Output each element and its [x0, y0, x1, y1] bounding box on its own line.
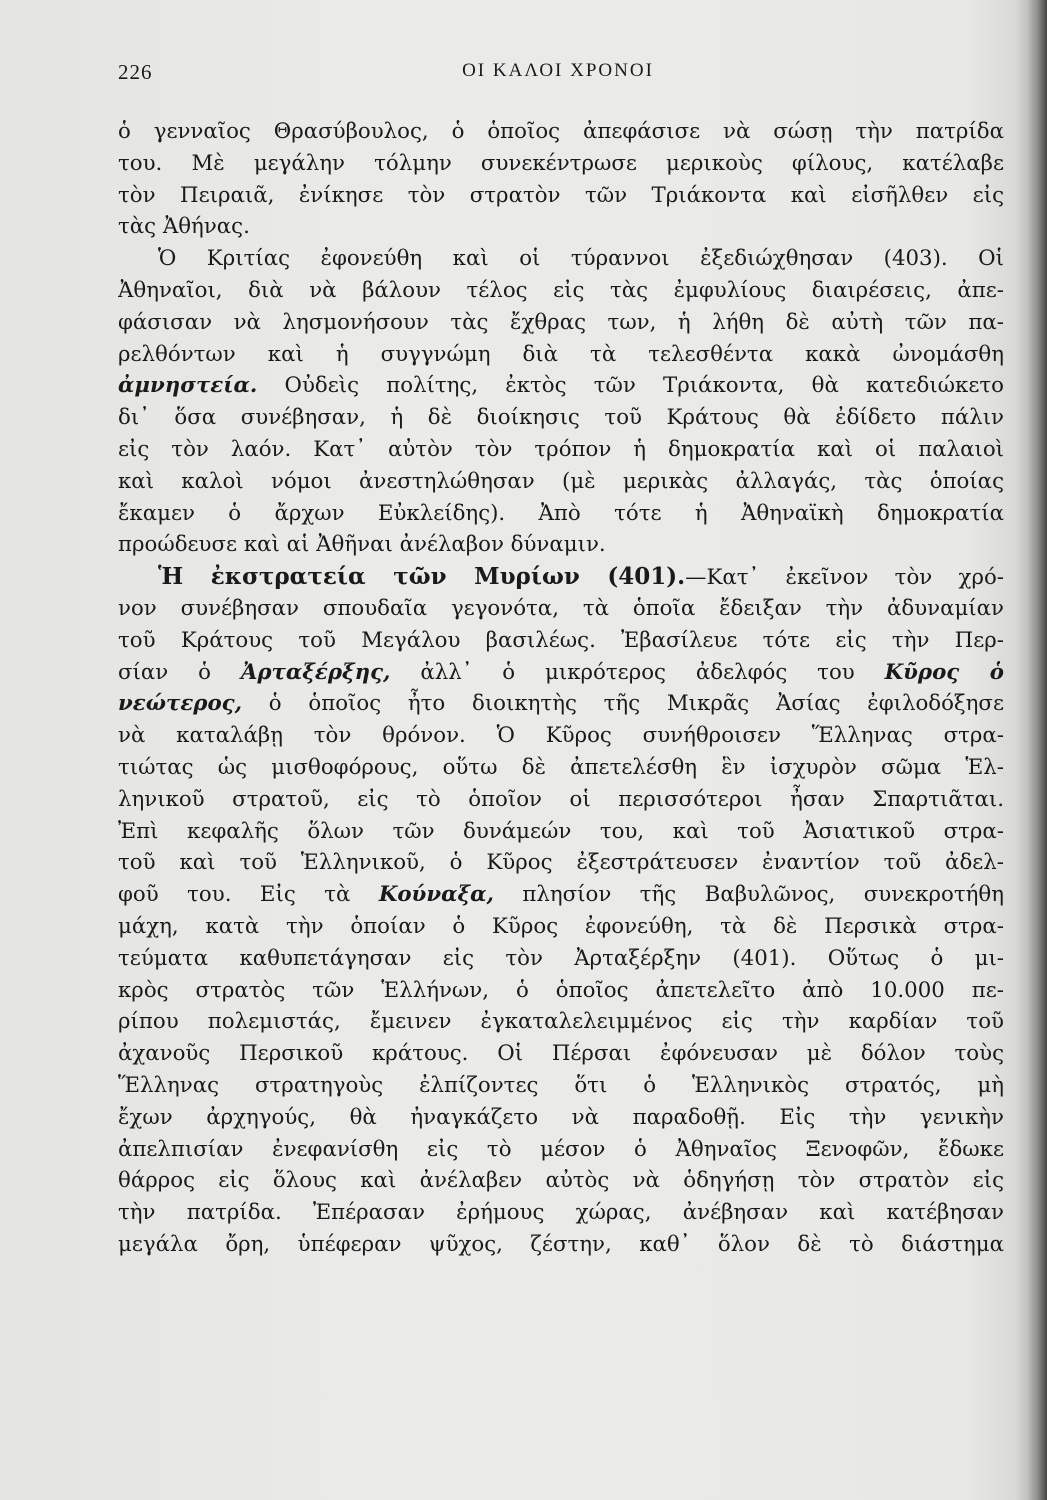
text-line: ἀχανοῦς Περσικοῦ κράτους. Οἱ Πέρσαι ἐφόνευσαν μὲ δόλον τοὺς — [118, 1041, 1004, 1067]
text-line: ληνικοῦ στρατοῦ, εἰς τὸ ὁποῖον οἱ περισσότεροι ἦσαν Σπαρτιᾶται. — [118, 786, 1004, 812]
text-line: τοῦ καὶ τοῦ Ἑλληνικοῦ, ὁ Κῦρος ἐξεστράτευσεν ἐναντίον τοῦ ἀδελ- — [118, 850, 1004, 876]
text-line: ἔκαμεν ὁ ἄρχων Εὐκλείδης). Ἀπὸ τότε ἡ Ἀθηναϊκὴ δημοκρατία — [118, 500, 1004, 526]
text-line — [118, 370, 1004, 402]
text-line: νὰ καταλάβῃ τὸν θρόνον. Ὁ Κῦρος συνήθροισεν Ἕλληνας στρα- — [118, 723, 1004, 749]
text-line: τοῦ Κράτους τοῦ Μεγάλου βασιλέως. Ἐβασίλευε τότε εἰς τὴν Περ- — [118, 627, 1004, 653]
text-line: τὴν πατρίδα. Ἐπέρασαν ἐρήμους χώρας, ἀνέβησαν καὶ κατέβησαν — [118, 1200, 1004, 1226]
text-line: θάρρος εἰς ὅλους καὶ ἀνέλαβεν αὐτὸς νὰ ὁδηγήσῃ τὸν στρατὸν εἰς — [118, 1168, 1004, 1194]
text-line — [118, 561, 1004, 593]
text-line: τιώτας ὡς μισθοφόρους, οὕτω δὲ ἀπετελέσθη ἓν ἰσχυρὸν σῶμα Ἑλ- — [118, 754, 1004, 780]
text-fragment: σίαν ὁ — [118, 659, 241, 685]
text-line: νον συνέβησαν σπουδαῖα γεγονότα, τὰ ὁποῖα ἔδειξαν τὴν ἀδυναμίαν — [118, 595, 1004, 621]
text-line: τὸν Πειραιᾶ, ἐνίκησε τὸν στρατὸν τῶν Τριάκοντα καὶ εἰσῆλθεν εἰς — [118, 182, 1004, 208]
text-line — [118, 657, 1004, 689]
text-line: Ὁ Κριτίας ἐφονεύθη καὶ οἱ τύραννοι ἐξεδιώχθησαν (403). Οἱ — [158, 246, 1004, 272]
text-line: τεύματα καθυπετάγησαν εἰς τὸν Ἀρταξέρξην (401). Οὕτως ὁ μι- — [118, 945, 1004, 971]
text-line: ἔχων ἀρχηγούς, θὰ ἠναγκάζετο νὰ παραδοθῇ. Εἰς τὴν γενικὴν — [118, 1104, 1004, 1130]
text-line: Ἀθηναῖοι, διὰ νὰ βάλουν τέλος εἰς τὰς ἐμφυλίους διαιρέσεις, ἀπε- — [118, 277, 1004, 303]
text-line: καὶ καλοὶ νόμοι ἀνεστηλώθησαν (μὲ μερικὰς ἀλλαγάς, τὰς ὁποίας — [118, 468, 1004, 494]
term-cyrus: Κῦρος ὁ — [884, 659, 1004, 685]
term-younger: νεώτερος, — [118, 691, 243, 717]
text-line: ἀπελπισίαν ἐνεφανίσθη εἰς τὸ μέσον ὁ Ἀθηναῖος Ξενοφῶν, ἔδωκε — [118, 1136, 1004, 1162]
text-fragment: ἀλλ᾽ ὁ μικρότερος ἀδελφός του — [390, 659, 885, 685]
section-heading: Ἡ ἐκστρατεία τῶν Μυρίων (401). — [158, 563, 686, 591]
text-line: Ἕλληνας στρατηγοὺς ἐλπίζοντες ὅτι ὁ Ἑλληνικὸς στρατός, μὴ — [118, 1072, 1004, 1098]
text-fragment: —Κατ᾽ ἐκεῖνον τὸν χρό- — [685, 565, 1004, 591]
page-header — [118, 60, 998, 94]
text-line — [118, 879, 1004, 911]
page-edge-shadow — [1027, 0, 1047, 1500]
text-line: τὰς Ἀθήνας. — [118, 214, 250, 240]
text-fragment: πλησίον τῆς Βαβυλῶνος, συνεκροτήθη — [493, 882, 1004, 908]
text-line: ὁ γενναῖος Θρασύβουλος, ὁ ὁποῖος ἀπεφάσισε νὰ σώσῃ τὴν πατρίδα — [118, 119, 1004, 144]
text-line: ρίπου πολεμιστάς, ἔμεινεν ἐγκαταλελειμμένος εἰς τὴν καρδίαν τοῦ — [118, 1009, 1004, 1035]
text-line: του. Μὲ μεγάλην τόλμην συνεκέντρωσε μερικοὺς φίλους, κατέλαβε — [118, 150, 1004, 176]
text-fragment: ὁ ὁποῖος ἦτο διοικητὴς τῆς Μικρᾶς Ἀσίας ἐφιλοδόξησε — [242, 691, 1004, 717]
text-line: εἰς τὸν λαόν. Κατ᾽ αὐτὸν τὸν τρόπον ἡ δημοκρατία καὶ οἱ παλαιοὶ — [118, 436, 1004, 462]
text-line: προώδευσε καὶ αἱ Ἀθῆναι ἀνέλαβον δύναμιν. — [118, 532, 606, 558]
running-head: ΟΙ ΚΑΛΟΙ ΧΡΟΝΟΙ — [462, 60, 654, 81]
term-amnesty: ἀμνηστεία. — [118, 373, 258, 399]
text-line: Ἐπὶ κεφαλῆς ὅλων τῶν δυνάμεών του, καὶ τοῦ Ἀσιατικοῦ στρα- — [118, 818, 1004, 844]
text-line: δι᾽ ὅσα συνέβησαν, ἡ δὲ διοίκησις τοῦ Κράτους θὰ ἐδίδετο πάλιν — [118, 405, 1004, 431]
text-fragment: φοῦ του. Εἰς τὰ — [118, 882, 379, 908]
text-line: κρὸς στρατὸς τῶν Ἑλλήνων, ὁ ὁποῖος ἀπετελεῖτο ἀπὸ 10.000 πε- — [118, 977, 1004, 1003]
text-line — [118, 688, 1004, 720]
body-text — [118, 116, 1004, 1261]
text-line: φάσισαν νὰ λησμονήσουν τὰς ἔχθρας των, ἡ λήθη δὲ αὐτὴ τῶν πα- — [118, 309, 1004, 335]
term-cunaxa: Κούναξα, — [378, 882, 494, 908]
page-number: 226 — [118, 60, 153, 84]
term-artaxerxes: Ἀρταξέρξης, — [240, 659, 391, 685]
text-line: μεγάλα ὄρη, ὑπέφεραν ψῦχος, ζέστην, καθ᾽ ὅλον δὲ τὸ διάστημα — [118, 1231, 1004, 1257]
text-line: μάχη, κατὰ τὴν ὁποίαν ὁ Κῦρος ἐφονεύθη, τὰ δὲ Περσικὰ στρα- — [118, 913, 1004, 939]
text-line: ρελθόντων καὶ ἡ συγγνώμη διὰ τὰ τελεσθέντα κακὰ ὠνομάσθη — [118, 341, 1004, 367]
text-fragment: Οὐδεὶς πολίτης, ἐκτὸς τῶν Τριάκοντα, θὰ κατεδιώκετο — [257, 373, 1004, 399]
